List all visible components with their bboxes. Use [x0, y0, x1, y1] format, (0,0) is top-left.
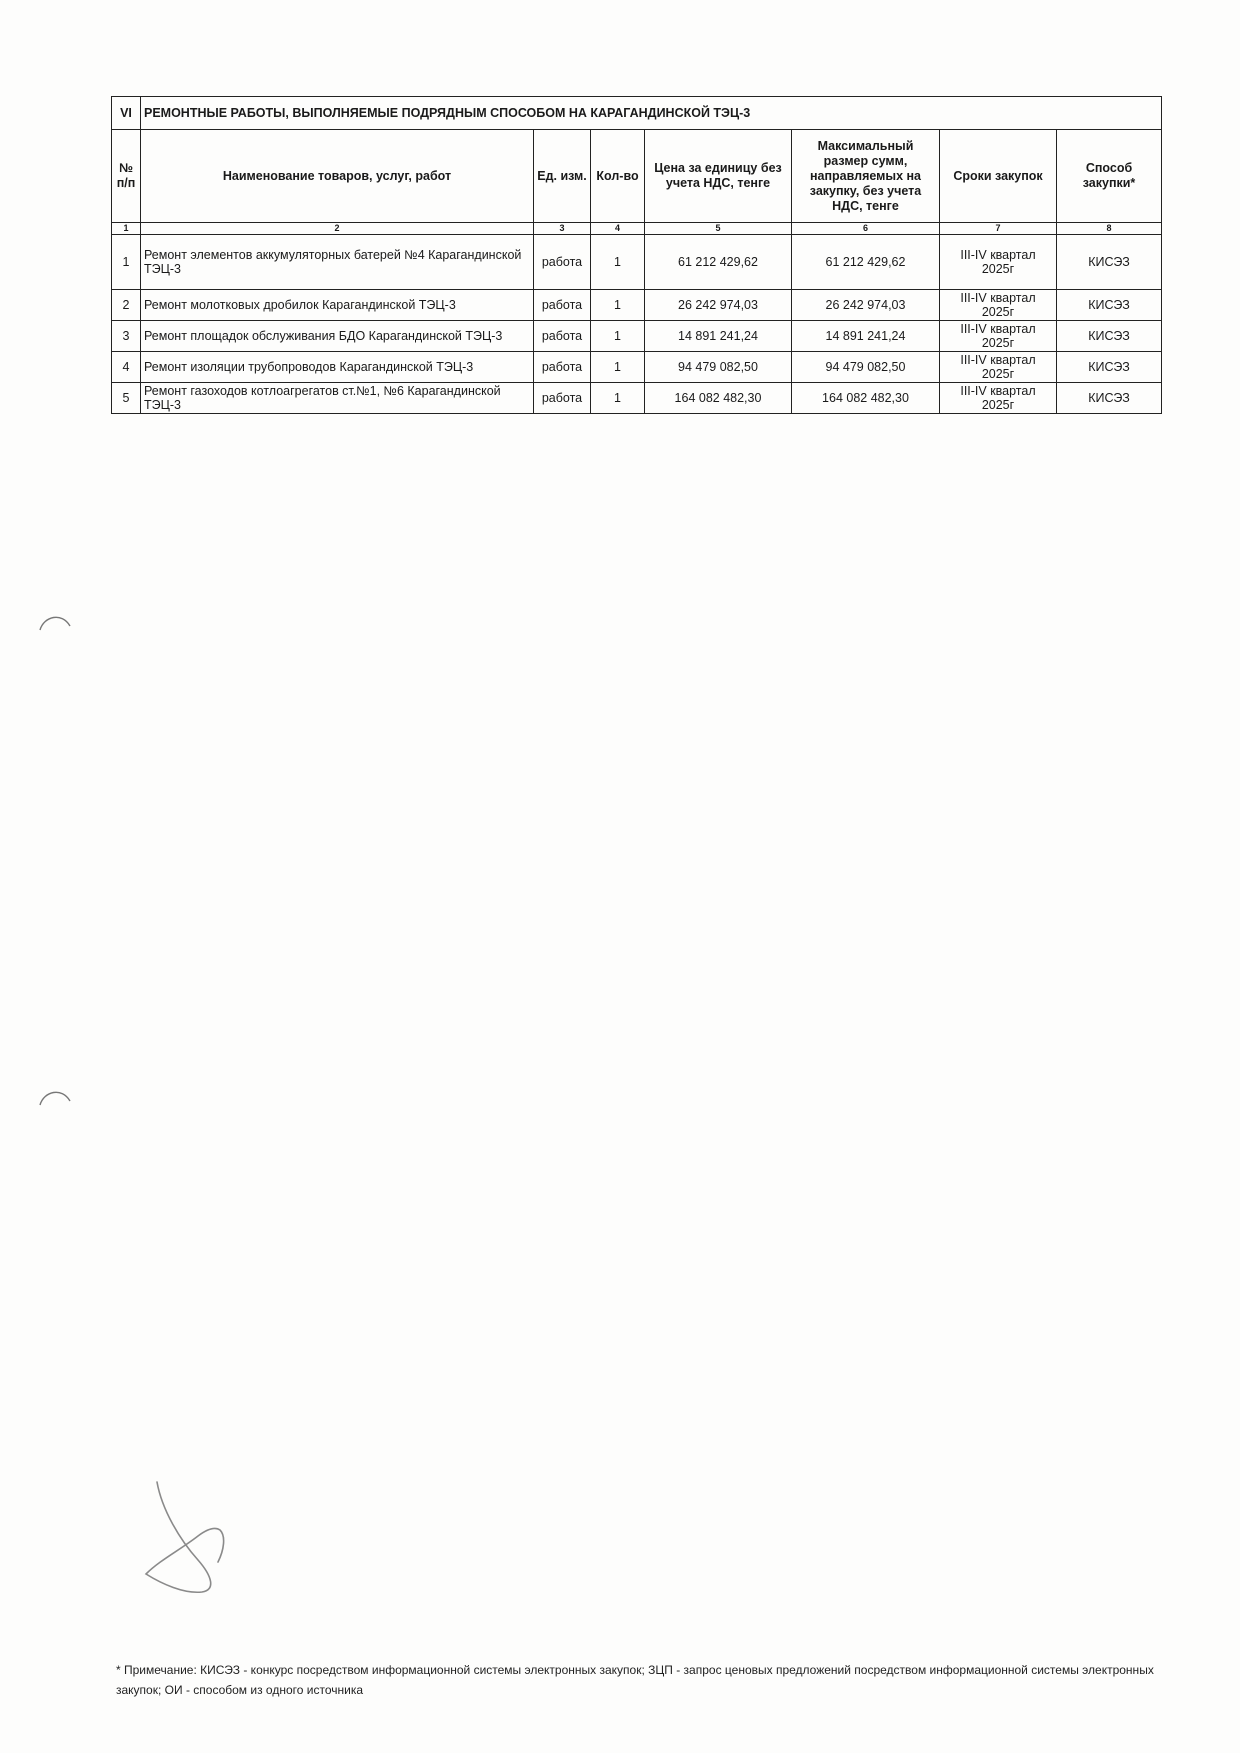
header-price: Цена за единицу без учета НДС, тенге — [645, 130, 792, 223]
signature-icon — [140, 1480, 240, 1600]
row-max-sum: 14 891 241,24 — [792, 321, 940, 352]
row-name: Ремонт площадок обслуживания БДО Карагандинской ТЭЦ-3 — [141, 321, 534, 352]
row-name: Ремонт газоходов котлоагрегатов ст.№1, №6 Карагандинской ТЭЦ-3 — [141, 383, 534, 414]
table-row — [112, 383, 1162, 414]
section-row — [112, 97, 1162, 130]
row-period: III-IV квартал 2025г — [940, 235, 1057, 290]
row-price: 61 212 429,62 — [645, 235, 792, 290]
column-index-row — [112, 223, 1162, 235]
row-name: Ремонт изоляции трубопроводов Карагандинской ТЭЦ-3 — [141, 352, 534, 383]
column-index: 4 — [591, 223, 645, 235]
row-max-sum: 94 479 082,50 — [792, 352, 940, 383]
row-method: КИСЭЗ — [1057, 235, 1162, 290]
column-index: 3 — [534, 223, 591, 235]
table-row — [112, 321, 1162, 352]
row-number: 5 — [112, 383, 141, 414]
punch-hole-icon — [38, 1087, 72, 1107]
header-method: Способ закупки* — [1057, 130, 1162, 223]
row-period: III-IV квартал 2025г — [940, 383, 1057, 414]
row-qty: 1 — [591, 235, 645, 290]
row-method: КИСЭЗ — [1057, 321, 1162, 352]
row-number: 2 — [112, 290, 141, 321]
row-max-sum: 164 082 482,30 — [792, 383, 940, 414]
row-name: Ремонт молотковых дробилок Карагандинской ТЭЦ-3 — [141, 290, 534, 321]
header-period: Сроки закупок — [940, 130, 1057, 223]
punch-hole-icon — [38, 612, 72, 632]
row-max-sum: 26 242 974,03 — [792, 290, 940, 321]
row-qty: 1 — [591, 321, 645, 352]
table-row — [112, 352, 1162, 383]
header-row — [112, 130, 1162, 223]
row-price: 94 479 082,50 — [645, 352, 792, 383]
row-unit: работа — [534, 235, 591, 290]
section-number: VI — [112, 97, 141, 130]
row-method: КИСЭЗ — [1057, 352, 1162, 383]
column-index: 2 — [141, 223, 534, 235]
header-number: № п/п — [112, 130, 141, 223]
row-price: 164 082 482,30 — [645, 383, 792, 414]
row-unit: работа — [534, 383, 591, 414]
row-period: III-IV квартал 2025г — [940, 321, 1057, 352]
column-index: 8 — [1057, 223, 1162, 235]
header-qty: Кол-во — [591, 130, 645, 223]
procurement-table — [111, 96, 1162, 414]
row-method: КИСЭЗ — [1057, 383, 1162, 414]
row-number: 1 — [112, 235, 141, 290]
table-row — [112, 235, 1162, 290]
row-unit: работа — [534, 321, 591, 352]
column-index: 7 — [940, 223, 1057, 235]
row-unit: работа — [534, 352, 591, 383]
row-max-sum: 61 212 429,62 — [792, 235, 940, 290]
header-unit: Ед. изм. — [534, 130, 591, 223]
row-name: Ремонт элементов аккумуляторных батерей №4 Карагандинской ТЭЦ-3 — [141, 235, 534, 290]
row-qty: 1 — [591, 290, 645, 321]
row-price: 26 242 974,03 — [645, 290, 792, 321]
row-unit: работа — [534, 290, 591, 321]
row-number: 4 — [112, 352, 141, 383]
procurement-table-sheet — [111, 96, 1161, 414]
row-number: 3 — [112, 321, 141, 352]
table-row — [112, 290, 1162, 321]
column-index: 5 — [645, 223, 792, 235]
row-period: III-IV квартал 2025г — [940, 290, 1057, 321]
header-max-sum: Максимальный размер сумм, направляемых на закупку, без учета НДС, тенге — [792, 130, 940, 223]
header-name: Наименование товаров, услуг, работ — [141, 130, 534, 223]
footnote: * Примечание: КИСЭЗ - конкурс посредством информационной системы электронных закупок; ЗЦП - запрос ценовых предложений посредством информационной системы электронных закупок; ОИ - способом из одного источника — [116, 1663, 1154, 1697]
row-qty: 1 — [591, 383, 645, 414]
row-price: 14 891 241,24 — [645, 321, 792, 352]
section-title: РЕМОНТНЫЕ РАБОТЫ, ВЫПОЛНЯЕМЫЕ ПОДРЯДНЫМ СПОСОБОМ НА КАРАГАНДИНСКОЙ ТЭЦ-3 — [141, 97, 1162, 130]
column-index: 1 — [112, 223, 141, 235]
row-qty: 1 — [591, 352, 645, 383]
column-index: 6 — [792, 223, 940, 235]
row-method: КИСЭЗ — [1057, 290, 1162, 321]
row-period: III-IV квартал 2025г — [940, 352, 1057, 383]
